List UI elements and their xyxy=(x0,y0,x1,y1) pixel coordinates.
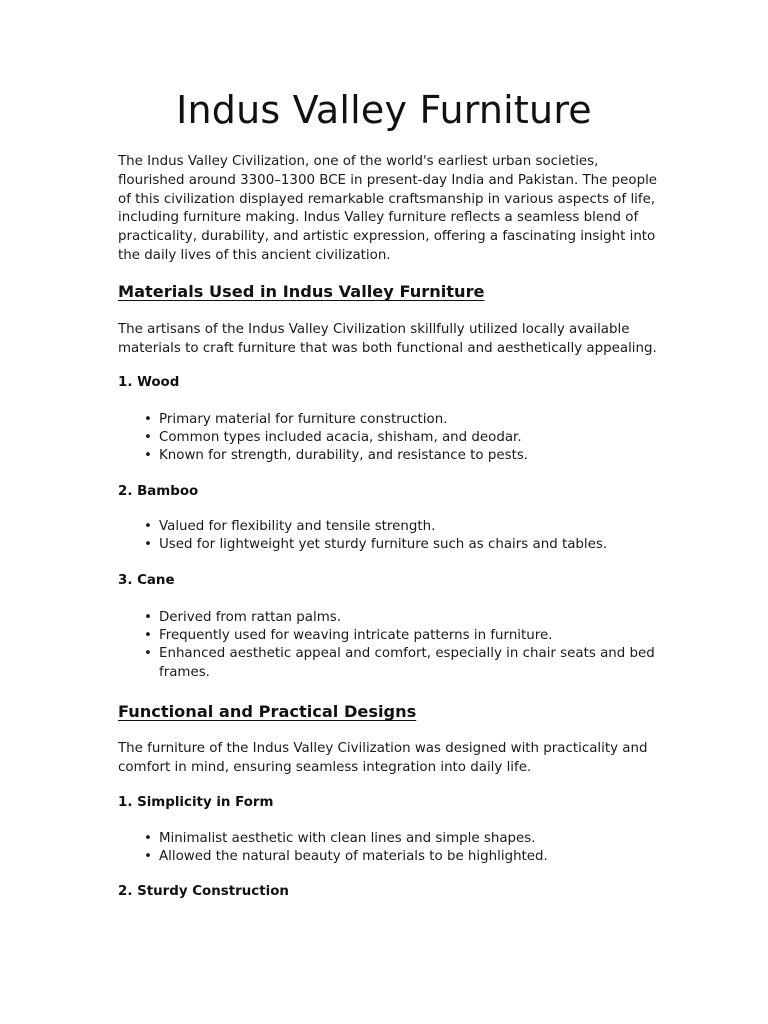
list-item-text: Known for strength, durability, and resistance to pests. xyxy=(159,448,529,464)
list-item-text: Primary material for furniture construction. xyxy=(159,412,448,427)
bullet-list-cane xyxy=(118,609,658,682)
section-intro-functional: The furniture of the Indus Valley Civilization was designed with practicality and comfort in mind, ensuring seamless integration into daily life. xyxy=(118,741,648,775)
list-item-text: Frequently used for weaving intricate patterns in furniture. xyxy=(159,628,553,644)
list-item xyxy=(118,518,658,536)
bullet-icon: • xyxy=(144,646,152,662)
list-item xyxy=(118,848,658,866)
bullet-icon: • xyxy=(144,519,152,534)
list-item xyxy=(118,627,658,645)
list-item xyxy=(118,645,658,681)
subsection-heading-simplicity: 1. Simplicity in Form xyxy=(118,795,274,810)
subsection-heading-bamboo: 2. Bamboo xyxy=(118,484,199,499)
bullet-list-simplicity xyxy=(118,830,658,866)
bullet-icon: • xyxy=(144,448,152,464)
list-item xyxy=(118,411,658,429)
list-item xyxy=(118,830,658,848)
subsection-heading-wood: 1. Wood xyxy=(118,375,180,390)
bullet-list-bamboo xyxy=(118,518,658,554)
list-item xyxy=(118,429,658,447)
bullet-list-wood xyxy=(118,411,658,466)
list-item-text: Minimalist aesthetic with clean lines and simple shapes. xyxy=(159,831,536,846)
list-item xyxy=(118,609,658,627)
list-item xyxy=(118,447,658,465)
bullet-icon: • xyxy=(144,537,152,553)
section-heading-materials: Materials Used in Indus Valley Furniture xyxy=(118,282,485,301)
section-heading-functional: Functional and Practical Designs xyxy=(118,702,417,721)
subsection-heading-cane: 3. Cane xyxy=(118,573,175,588)
list-item-text: Enhanced aesthetic appeal and comfort, especially in chair seats and bed frames. xyxy=(159,646,655,680)
bullet-icon: • xyxy=(144,610,152,625)
list-item-text: Common types included acacia, shisham, and deodar. xyxy=(159,430,522,446)
section-intro-materials: The artisans of the Indus Valley Civilization skillfully utilized locally available materials to craft furniture that was both functional and aesthetically appealing. xyxy=(118,322,657,356)
bullet-icon: • xyxy=(144,430,152,446)
bullet-icon: • xyxy=(144,628,152,644)
bullet-icon: • xyxy=(144,412,152,427)
list-item-text: Valued for flexibility and tensile strength. xyxy=(159,519,436,534)
list-item xyxy=(118,536,658,554)
document-title: Indus Valley Furniture xyxy=(176,88,592,132)
list-item-text: Allowed the natural beauty of materials to be highlighted. xyxy=(159,849,548,865)
subsection-heading-sturdy: 2. Sturdy Construction xyxy=(118,884,289,899)
list-item-text: Used for lightweight yet sturdy furniture such as chairs and tables. xyxy=(159,537,608,553)
bullet-icon: • xyxy=(144,849,152,865)
bullet-icon: • xyxy=(144,831,152,846)
list-item-text: Derived from rattan palms. xyxy=(159,610,341,625)
intro-paragraph: The Indus Valley Civilization, one of the world's earliest urban societies, flourished around 3300–1300 BCE in present-day India and Pakistan. The people of this civilization displayed remarkable craftsmanship in various aspects of life, including furniture making. Indus Valley furniture reflects a seamless blend of practicality, durability, and artistic expression, offering a fascinating insight into the daily lives of this ancient civilization. xyxy=(118,154,658,263)
